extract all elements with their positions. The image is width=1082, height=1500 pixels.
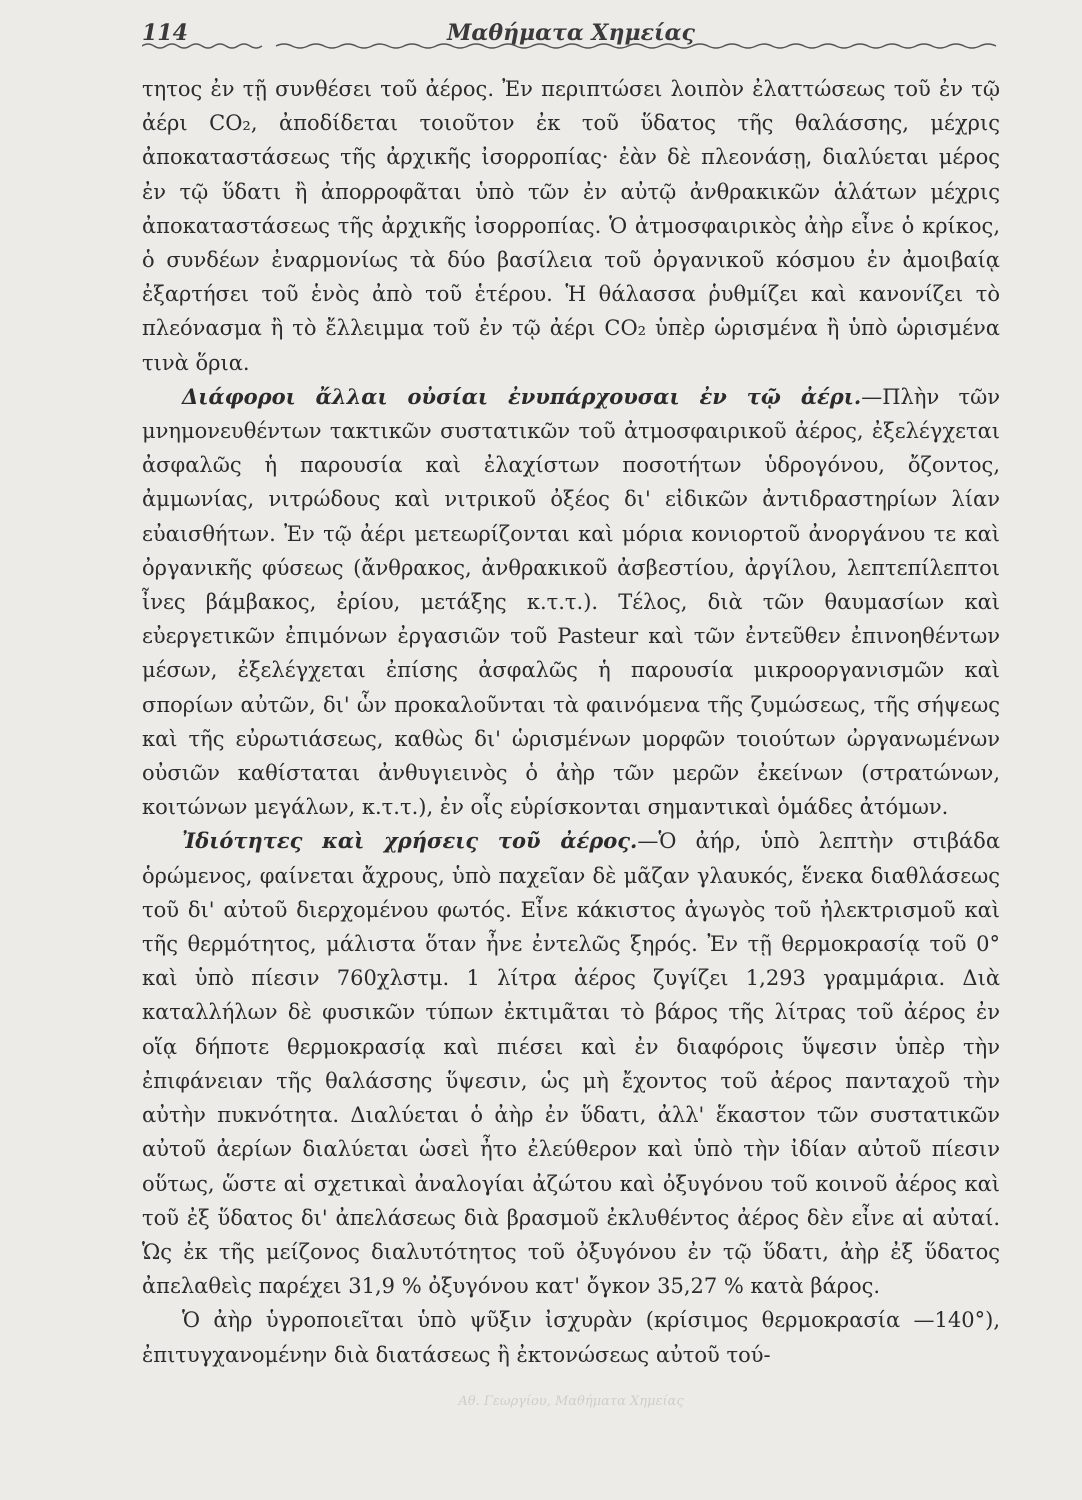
section-heading-other-substances: Διάφοροι ἄλλαι οὐσίαι ἐνυπάρχουσαι ἐν τῷ ἀέρι. (182, 383, 862, 409)
running-title: Μαθήματα Χημείας (447, 20, 695, 46)
section-heading-properties: Ἰδιότητες καὶ χρήσεις τοῦ ἀέρος. (182, 828, 638, 854)
paragraph-other-substances-text: —Πλὴν τῶν μνημονευθέντων τακτικῶν συστατικῶν τοῦ ἀτμοσφαιρικοῦ ἀέρος, ἐξελέγχεται ἀσφαλῶς ἡ παρουσία καὶ ἐλαχίστων ποσοτήτων ὑδρογόνου, ὄζοντος, ἀμμωνίας, νιτρώδους καὶ νιτρικοῦ ὀξέος δι' εἰδικῶν ἀντιδραστηρίων λίαν εὐαισθήτων. Ἐν τῷ ἀέρι μετεωρίζονται καὶ μόρια κονιορτοῦ ἀνοργάνου τε καὶ ὀργανικῆς φύσεως (ἄνθρακος, ἀνθρακικοῦ ἀσβεστίου, ἀργίλου, λεπτεπίλεπτοι ἶνες βάμβακος, ἐρίου, μετάξης κ.τ.τ.). Τέλος, διὰ τῶν θαυμασίων καὶ εὐεργετικῶν ἐπιμόνων ἐργασιῶν τοῦ Pasteur καὶ τῶν ἐντεῦθεν ἐπινοηθέντων μέσων, ἐξελέγχεται ἐπίσης ἀσφαλῶς ἡ παρουσία μικροοργανισμῶν καὶ σπορίων αὐτῶν, δι' ὧν προκαλοῦνται τὰ φαινόμενα τῆς ζυμώσεως, τῆς σήψεως καὶ τῆς εὐρωτιάσεως, καθὼς δι' ὡρισμένων μορφῶν τοιούτων ὠργανωμένων οὐσιῶν καθίσταται ἀνθυγιεινὸς ὁ ἀὴρ τῶν μερῶν ἐκείνων (στρατώνων, κοιτώνων μεγάλων, κ.τ.τ.), ἐν οἷς εὑρίσκονται σημαντικαὶ ὁμάδες ἀτόμων. (142, 384, 1001, 820)
page-number: 114 (142, 20, 188, 46)
body-text (142, 72, 1000, 1372)
bleed-through-signature: Αθ. Γεωργίου, Μαθήματα Χημείας (458, 1394, 684, 1409)
paragraph-co2-balance: τητος ἐν τῇ συνθέσει τοῦ ἀέρος. Ἐν περιπτώσει λοιπὸν ἐλαττώσεως τοῦ ἐν τῷ ἀέρι CO₂, ἀποδίδεται τοιοῦτον ἐκ τοῦ ὕδατος τῆς θαλάσσης, μέχρις ἀποκαταστάσεως τῆς ἀρχικῆς ἰσορροπίας· ἐὰν δὲ πλεονάσῃ, διαλύεται μέρος ἐν τῷ ὕδατι ἢ ἀπορροφᾶται ὑπὸ τῶν ἐν αὐτῷ ἀνθρακικῶν ἁλάτων μέχρις ἀποκαταστάσεως τῆς ἀρχικῆς ἰσορροπίας. Ὁ ἀτμοσφαιρικὸς ἀὴρ εἶνε ὁ κρίκος, ὁ συνδέων ἐναρμονίως τὰ δύο βασίλεια τοῦ ὀργανικοῦ κόσμου ἐν ἀμοιβαίᾳ ἐξαρτήσει τοῦ ἑνὸς ἀπὸ τοῦ ἑτέρου. Ἡ θάλασσα ῥυθμίζει καὶ κανονίζει τὸ πλεόνασμα ἢ τὸ ἔλλειμμα τοῦ ἐν τῷ ἀέρι CO₂ ὑπὲρ ὡρισμένα ἢ ὑπὸ ὡρισμένα τινὰ ὅρια. (142, 77, 1000, 375)
paragraph-properties (142, 824, 1000, 1303)
paragraph-other-substances (142, 380, 1000, 825)
paragraph-liquefaction: Ὁ ἀὴρ ὑγροποιεῖται ὑπὸ ψῦξιν ἰσχυρὰν (κρίσιμος θερμοκρασία —140°), ἐπιτυγχανομένην διὰ διατάσεως ἢ ἐκτονώσεως αὐτοῦ τού- (142, 1308, 1000, 1367)
header-rule-ornament (142, 41, 1000, 51)
paragraph-properties-text: —Ὁ ἀήρ, ὑπὸ λεπτὴν στιβάδα ὁρώμενος, φαίνεται ἄχρους, ὑπὸ παχεῖαν δὲ μᾶζαν γλαυκός, ἕνεκα διαθλάσεως τοῦ δι' αὐτοῦ διερχομένου φωτός. Εἶνε κάκιστος ἀγωγὸς τοῦ ἠλεκτρισμοῦ καὶ τῆς θερμότητος, μάλιστα ὅταν ἦνε ἐντελῶς ξηρός. Ἐν τῇ θερμοκρασίᾳ τοῦ 0° καὶ ὑπὸ πίεσιν 760χλστμ. 1 λίτρα ἀέρος ζυγίζει 1,293 γραμμάρια. Διὰ καταλλήλων δὲ φυσικῶν τύπων ἐκτιμᾶται τὸ βάρος τῆς λίτρας τοῦ ἀέρος ἐν οἵᾳ δήποτε θερμοκρασίᾳ καὶ πιέσει καὶ ἐν διαφόροις ὕψεσιν ὑπὲρ τὴν ἐπιφάνειαν τῆς θαλάσσης ὕψεσιν, ὡς μὴ ἔχοντος τοῦ ἀέρος πανταχοῦ τὴν αὐτὴν πυκνότητα. Διαλύεται ὁ ἀὴρ ἐν ὕδατι, ἀλλ' ἕκαστον τῶν συστατικῶν αὐτοῦ ἀερίων διαλύεται ὡσεὶ ἦτο ἐλεύθερον καὶ ὑπὸ τὴν ἰδίαν αὐτοῦ πίεσιν οὕτως, ὥστε αἱ σχετικαὶ ἀναλογίαι ἀζώτου καὶ ὀξυγόνου τοῦ κοινοῦ ἀέρος καὶ τοῦ ἐξ ὕδατος δι' ἀπελάσεως διὰ βρασμοῦ ἐκλυθέντος ἀέρος δὲν εἶνε αἱ αὐταί. Ὡς ἐκ τῆς μείζονος διαλυτότητος τοῦ ὀξυγόνου ἐν τῷ ὕδατι, ἀὴρ ἐξ ὕδατος ἀπελαθεὶς παρέχει 31,9 % ὀξυγόνου κατ' ὄγκον 35,27 % κατὰ βάρος. (142, 829, 1000, 1299)
